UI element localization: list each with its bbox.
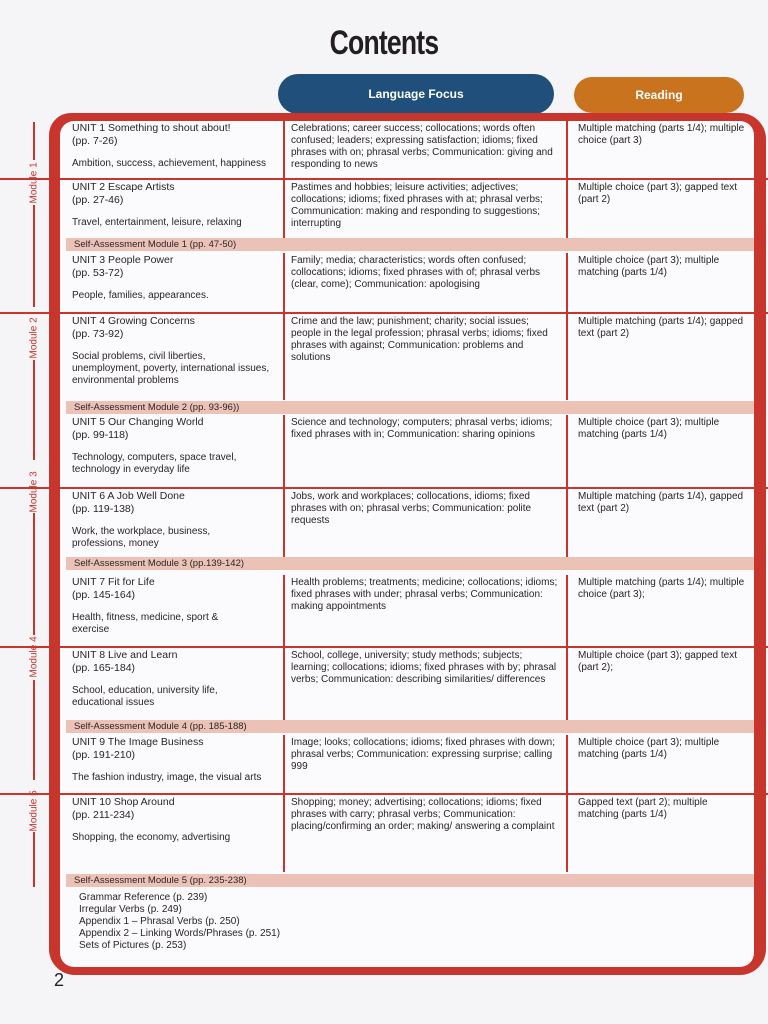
unit-topics: Travel, entertainment, leisure, relaxing	[72, 217, 242, 228]
reference-item: Grammar Reference (p. 239)	[79, 892, 208, 903]
unit-title: UNIT 10 Shop Around	[72, 796, 175, 808]
language-focus-cell: Health problems; treatments; medicine; collocations; idioms; fixed phrases with under; phrasal verbs; Communication: making appointments	[291, 577, 558, 612]
unit-pages: (pp. 27-46)	[72, 194, 124, 206]
language-focus-cell: Shopping; money; advertising; collocations; idioms; fixed phrases with carry; phrasal verbs; Communication: placing/confirming an order; making/ answering a complaint	[291, 797, 555, 832]
reference-item: Appendix 2 – Linking Words/Phrases (p. 251)	[79, 928, 281, 939]
unit-row-2	[0, 180, 768, 238]
unit-row-1	[0, 121, 768, 180]
reading-cell: Gapped text (part 2); multiple matching (parts 1/4)	[578, 797, 708, 820]
module-label-4: Module 4	[28, 636, 40, 678]
reading-header: Reading	[574, 77, 744, 113]
unit-topics: Social problems, civil liberties, unemployment, poverty, international issues, environmental problems	[72, 351, 270, 386]
self-assessment-row: Self-Assessment Module 3 (pp.139-142)	[66, 557, 754, 570]
references-list	[79, 892, 280, 952]
language-focus-cell: Pastimes and hobbies; leisure activities; adjectives; collocations; idioms; fixed phrases with at; phrasal verbs; Communication: making and responding to suggestions; interrupting	[291, 182, 543, 229]
reading-cell: Multiple matching (parts 1/4); multiple choice (part 3)	[578, 123, 745, 146]
reference-item: Appendix 1 – Phrasal Verbs (p. 250)	[79, 916, 240, 927]
reading-cell: Multiple choice (part 3); gapped text (part 2)	[578, 182, 737, 205]
self-assessment-row: Self-Assessment Module 1 (pp. 47-50)	[66, 238, 754, 251]
unit-topics: The fashion industry, image, the visual arts	[72, 772, 262, 783]
language-focus-cell: Image; looks; collocations; idioms; fixed phrases with down; phrasal verbs; Communication: expressing surprise; calling 999	[291, 737, 556, 772]
unit-row-8	[0, 648, 768, 720]
unit-title: UNIT 2 Escape Artists	[72, 181, 175, 193]
module-label-3: Module 3	[28, 471, 40, 513]
unit-pages: (pp. 119-138)	[72, 503, 135, 515]
unit-pages: (pp. 53-72)	[72, 267, 124, 279]
reading-cell: Multiple choice (part 3); multiple matching (parts 1/4)	[578, 255, 720, 278]
self-assessment-row: Self-Assessment Module 4 (pp. 185-188)	[66, 720, 754, 733]
self-assessment-row: Self-Assessment Module 5 (pp. 235-238)	[66, 874, 754, 887]
unit-pages: (pp. 7-26)	[72, 135, 118, 147]
reference-item: Irregular Verbs (p. 249)	[79, 904, 182, 915]
unit-title: UNIT 1 Something to shout about!	[72, 122, 231, 134]
unit-pages: (pp. 99-118)	[72, 429, 129, 441]
language-focus-cell: Crime and the law; punishment; charity; social issues; people in the legal profession; phrasal verbs; idioms; fixed phrases with against; Communication: problems and solutions	[291, 316, 548, 363]
unit-title: UNIT 9 The Image Business	[72, 736, 204, 748]
unit-topics: Health, fitness, medicine, sport & exercise	[72, 612, 219, 635]
unit-topics: People, families, appearances.	[72, 290, 209, 301]
unit-pages: (pp. 145-164)	[72, 589, 136, 601]
module-label-2: Module 2	[28, 317, 40, 359]
unit-row-6	[0, 489, 768, 557]
unit-row-7	[0, 575, 768, 648]
unit-row-3	[0, 253, 768, 314]
language-focus-cell: Science and technology; computers; phrasal verbs; idioms; fixed phrases with in; Communication: sharing opinions	[291, 417, 553, 440]
unit-pages: (pp. 211-234)	[72, 809, 135, 821]
page-title: Contents	[329, 24, 439, 62]
reading-cell: Multiple choice (part 3); multiple matching (parts 1/4)	[578, 737, 720, 760]
module-label-5: Module 5	[28, 790, 40, 832]
reading-cell: Multiple matching (parts 1/4), gapped text (part 2)	[578, 491, 744, 514]
unit-title: UNIT 6 A Job Well Done	[72, 490, 185, 502]
unit-row-4	[0, 314, 768, 400]
self-assessment-row: Self-Assessment Module 2 (pp. 93-96))	[66, 401, 754, 414]
unit-topics: School, education, university life, educational issues	[72, 685, 218, 708]
unit-title: UNIT 5 Our Changing World	[72, 416, 204, 428]
reading-cell: Multiple matching (parts 1/4); multiple choice (part 3);	[578, 577, 745, 600]
unit-pages: (pp. 191-210)	[72, 749, 136, 761]
language-focus-cell: Family; media; characteristics; words often confused; collocations; idioms; fixed phrases with of; phrasal verbs (clear, come); Communication: apologising	[291, 255, 541, 290]
unit-row-9	[0, 735, 768, 795]
language-focus-header: Language Focus	[278, 74, 554, 114]
reading-cell: Multiple matching (parts 1/4); gapped text (part 2)	[578, 316, 744, 339]
unit-topics: Shopping, the economy, advertising	[72, 832, 231, 843]
module-label-1: Module 1	[28, 162, 40, 204]
unit-title: UNIT 7 Fit for Life	[72, 576, 155, 588]
unit-title: UNIT 3 People Power	[72, 254, 174, 266]
unit-pages: (pp. 73-92)	[72, 328, 124, 340]
reading-cell: Multiple choice (part 3); multiple matching (parts 1/4)	[578, 417, 720, 440]
unit-pages: (pp. 165-184)	[72, 662, 136, 674]
language-focus-cell: School, college, university; study methods; subjects; learning; collocations; idioms; fixed phrases with by; phrasal verbs; Communication: describing similarities/ differences	[291, 650, 557, 685]
language-focus-cell: Celebrations; career success; collocations; words often confused; leaders; expressing satisfaction; idioms; fixed phrases with on; phrasal verbs; Communication: giving and responding to news	[291, 123, 553, 170]
reading-cell: Multiple choice (part 3); gapped text (part 2);	[578, 650, 737, 673]
unit-topics: Technology, computers, space travel, technology in everyday life	[72, 452, 237, 475]
unit-topics: Ambition, success, achievement, happiness	[72, 158, 266, 169]
language-focus-cell: Jobs, work and workplaces; collocations, idioms; fixed phrases with on; phrasal verbs; Communication: polite requests	[291, 491, 532, 526]
unit-title: UNIT 8 Live and Learn	[72, 649, 178, 661]
page-number: 2	[54, 970, 65, 990]
unit-topics: Work, the workplace, business, professions, money	[72, 526, 211, 549]
reference-item: Sets of Pictures (p. 253)	[79, 940, 187, 951]
unit-row-10	[0, 795, 768, 872]
unit-title: UNIT 4 Growing Concerns	[72, 315, 195, 327]
unit-row-5	[0, 415, 768, 489]
